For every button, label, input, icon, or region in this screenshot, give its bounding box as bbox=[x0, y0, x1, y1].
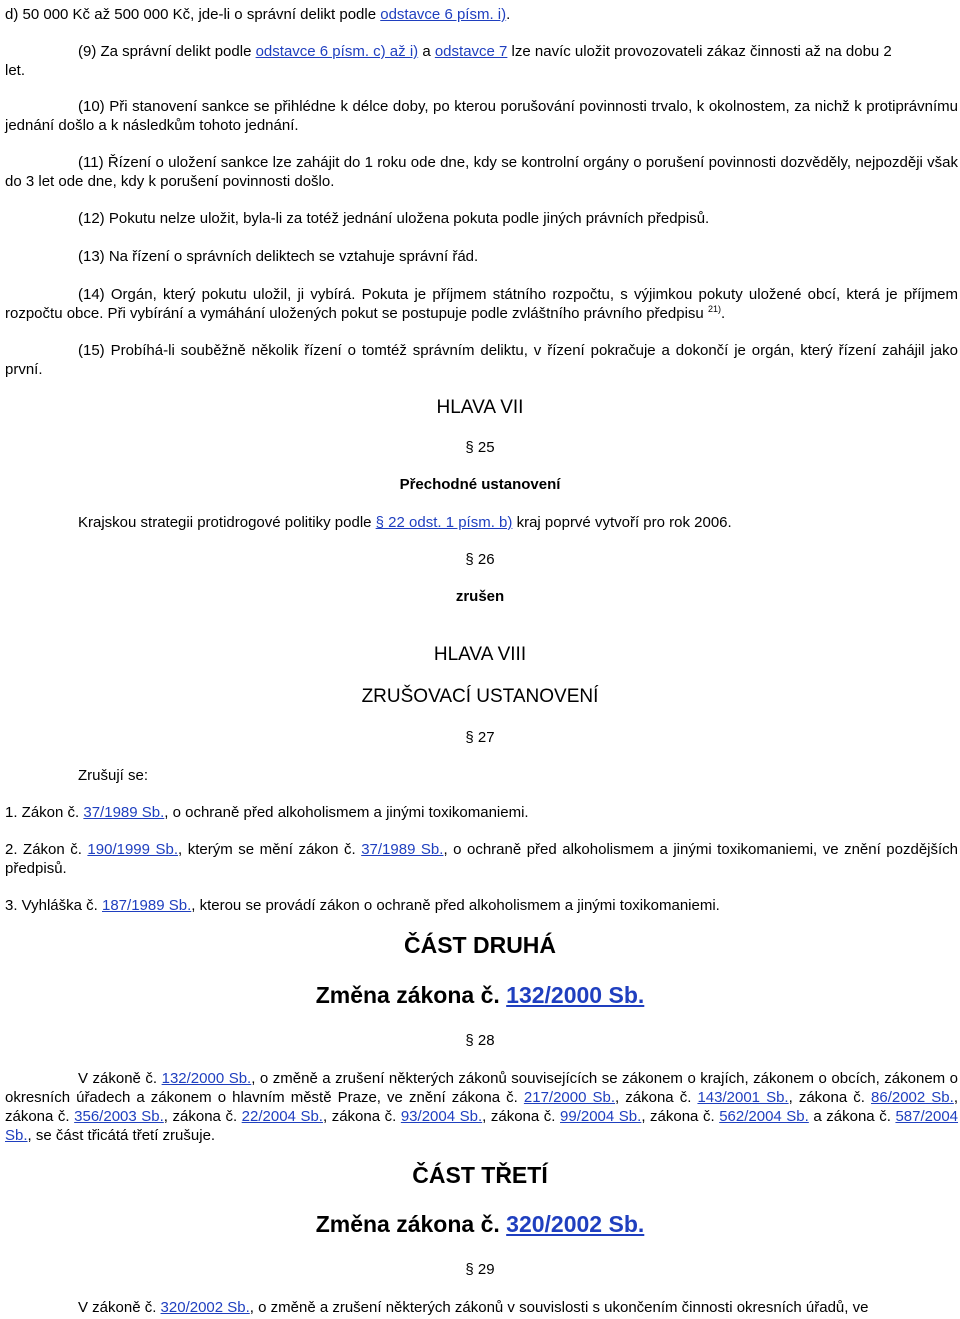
link-86-2002[interactable]: 86/2002 Sb. bbox=[871, 1089, 954, 1106]
section-28-number: § 28 bbox=[465, 1032, 495, 1049]
paragraph-6d: d) 50 000 Kč až 500 000 Kč, jde-li o správní delikt podle odstavce 6 písm. i). bbox=[5, 6, 511, 23]
paragraph-11: (11) Řízení o uložení sankce lze zahájit do 1 roku ode dne, kdy se kontrolní orgány o porušení povinnosti dozvěděly, nejpozději však do 3 let ode dne, kdy k porušení povinnosti došlo. bbox=[5, 154, 958, 190]
paragraph-13: (13) Na řízení o správních deliktech se vztahuje správní řád. bbox=[78, 248, 479, 265]
paragraph-28: V zákoně č. 132/2000 Sb., o změně a zrušení některých zákonů souvisejících se zákonem o krajích, zákonem o obcích, zákonem o okresních úřadech a zákonem o hlavním městě Praze, ve znění zákona č. 217/2000 Sb., zákona č. 143/2001 Sb., zákona č. 86/2002 Sb., zákona č. 356/2003 Sb., zákona č. 22/2004 Sb., zákona č. 93/2004 Sb., zákona č. 99/2004 Sb., zákona č. 562/2004 Sb. a zákona č. 587/2004 Sb., se část třicátá třetí zrušuje. bbox=[5, 1070, 959, 1144]
paragraph-12: (12) Pokutu nelze uložit, byla-li za totéž jednání uložena pokuta podle jiných právních předpisů. bbox=[78, 210, 710, 227]
paragraph-25: Krajskou strategii protidrogové politiky podle § 22 odst. 1 písm. b) kraj poprvé vytvoří pro rok 2006. bbox=[78, 514, 732, 531]
link-132-2000[interactable]: 132/2000 Sb. bbox=[161, 1070, 252, 1087]
link-37-1989-b[interactable]: 37/1989 Sb. bbox=[361, 841, 444, 858]
paragraph-9-tail: let. bbox=[5, 62, 26, 79]
link-odstavce-7[interactable]: odstavce 7 bbox=[434, 43, 508, 60]
link-22-2004[interactable]: 22/2004 Sb. bbox=[241, 1108, 323, 1125]
link-93-2004[interactable]: 93/2004 Sb. bbox=[400, 1108, 483, 1125]
zrusuji-se-label: Zrušují se: bbox=[78, 767, 149, 784]
link-odstavce-6-c-i[interactable]: odstavce 6 písm. c) až i) bbox=[255, 43, 419, 60]
paragraph-9: (9) Za správní delikt podle odstavce 6 písm. c) až i) a odstavce 7 lze navíc uložit provozovateli zákaz činnosti až na dobu 2 bbox=[78, 43, 892, 60]
link-99-2004[interactable]: 99/2004 Sb. bbox=[560, 1108, 642, 1125]
link-143-2001[interactable]: 143/2001 Sb. bbox=[697, 1089, 789, 1106]
link-320-2002[interactable]: 320/2002 Sb. bbox=[160, 1299, 250, 1316]
section-29-number: § 29 bbox=[465, 1261, 495, 1278]
link-217-2000[interactable]: 217/2000 Sb. bbox=[523, 1089, 616, 1106]
repeal-item-3: 3. Vyhláška č. 187/1989 Sb., kterou se provádí zákon o ochraně před alkoholismem a jinými toxikomaniemi. bbox=[5, 897, 720, 914]
link-587-2004[interactable]: 587/2004 Sb. bbox=[5, 1108, 959, 1144]
footnote-ref[interactable]: 21) bbox=[707, 304, 721, 314]
paragraph-14: (14) Orgán, který pokutu uložil, ji vybírá. Pokuta je příjmem státního rozpočtu, s výjimkou pokuty uložené obcí, která je příjmem rozpočtu obce. Při vybírání a vymáhání uložených pokut se postupuje podle zvláštního právního předpisu $^{21)}$. bbox=[5, 286, 958, 322]
heading-cast-treti: ČÁST TŘETÍ bbox=[412, 1162, 548, 1188]
link-132-2000-heading[interactable]: 132/2000 Sb. bbox=[506, 982, 645, 1008]
paragraph-29: V zákoně č. 320/2002 Sb., o změně a zrušení některých zákonů v souvislosti s ukončením činnosti okresních úřadů, ve bbox=[78, 1299, 869, 1316]
heading-zrusovaci-ustanoveni: ZRUŠOVACÍ USTANOVENÍ bbox=[361, 686, 599, 707]
link-22-odst-1-b[interactable]: § 22 odst. 1 písm. b) bbox=[375, 514, 513, 531]
heading-zmena-320-2002: Změna zákona č. 320/2002 Sb. bbox=[315, 1211, 645, 1237]
paragraph-10: (10) Při stanovení sankce se přihlédne k délce doby, po kterou porušování povinnosti trvalo, k okolnostem, za nichž k protiprávnímu jednání došlo a k následkům tohoto jednání. bbox=[5, 98, 958, 134]
heading-hlava-vii: HLAVA VII bbox=[436, 397, 524, 418]
section-27-number: § 27 bbox=[465, 729, 495, 746]
heading-hlava-viii: HLAVA VIII bbox=[433, 644, 527, 665]
heading-cast-druha: ČÁST DRUHÁ bbox=[403, 932, 557, 958]
section-25-number: § 25 bbox=[465, 439, 495, 456]
section-25-title: Přechodné ustanovení bbox=[399, 476, 561, 493]
link-562-2004[interactable]: 562/2004 Sb. bbox=[719, 1108, 809, 1125]
section-26-title: zrušen bbox=[455, 588, 505, 605]
heading-zmena-132-2000: Změna zákona č. 132/2000 Sb. bbox=[315, 982, 645, 1008]
repeal-item-2: 2. Zákon č. 190/1999 Sb., kterým se mění zákon č. 37/1989 Sb., o ochraně před alkoholismem a jinými toxikomaniemi, ve znění pozdějších předpisů. bbox=[5, 841, 959, 877]
link-37-1989[interactable]: 37/1989 Sb. bbox=[83, 804, 165, 821]
link-190-1999[interactable]: 190/1999 Sb. bbox=[87, 841, 179, 858]
link-odstavce-6-i[interactable]: odstavce 6 písm. i) bbox=[380, 6, 507, 23]
link-320-2002-heading[interactable]: 320/2002 Sb. bbox=[506, 1211, 645, 1237]
link-187-1989[interactable]: 187/1989 Sb. bbox=[102, 897, 192, 914]
section-26-number: § 26 bbox=[465, 551, 495, 568]
repeal-item-1: 1. Zákon č. 37/1989 Sb., o ochraně před alkoholismem a jinými toxikomaniemi. bbox=[5, 804, 529, 821]
paragraph-15: (15) Probíhá-li souběžně několik řízení o tomtéž správním deliktu, v řízení pokračuje a dokončí je orgán, který řízení zahájil jako první. bbox=[5, 342, 958, 378]
link-356-2003[interactable]: 356/2003 Sb. bbox=[74, 1108, 164, 1125]
